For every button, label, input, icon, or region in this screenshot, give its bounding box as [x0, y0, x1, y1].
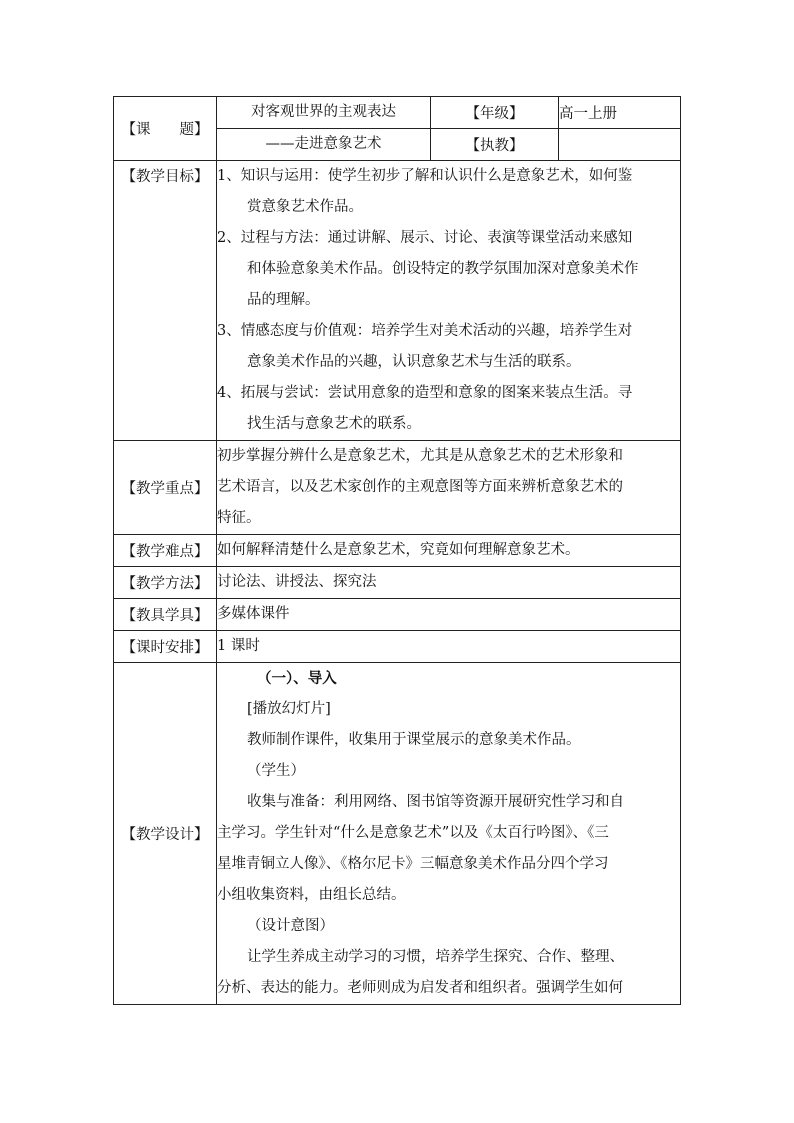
student-heading: （学生） [247, 763, 305, 779]
difficulty-label: 【教学难点】 [114, 535, 217, 567]
design-content [217, 663, 681, 1005]
design-label: 【教学设计】 [114, 663, 217, 1005]
lesson-plan-table [113, 96, 681, 1005]
goal-line: 1、知识与运用：使学生初步了解和认识什么是意象艺术，如何鉴 [217, 168, 633, 184]
section-heading: （一）、导入 [257, 670, 337, 687]
goals-content [217, 161, 681, 441]
collect-line: 小组收集资料，由组长总结。 [217, 887, 406, 903]
teacher-preparation: 教师制作课件，收集用于课堂展示的意象美术作品。 [247, 732, 581, 748]
key-points-row [114, 441, 681, 535]
key-point-line: 初步掌握分辨什么是意象艺术，尤其是从意象艺术的艺术形象和 [217, 448, 623, 464]
collect-line: 收集与准备：利用网络、图书馆等资源开展研究性学习和自 [247, 794, 624, 810]
goals-row [114, 161, 681, 441]
teacher-value [559, 129, 681, 161]
goal-line: 品的理解。 [247, 292, 320, 308]
key-point-line: 艺术语言，以及艺术家创作的主观意图等方面来辨析意象艺术的 [217, 479, 623, 495]
methods-label: 【教学方法】 [114, 567, 217, 599]
design-row [114, 663, 681, 1005]
goal-line: 赏意象艺术作品。 [247, 199, 363, 215]
schedule-label: 【课时安排】 [114, 631, 217, 663]
goals-label: 【教学目标】 [114, 161, 217, 441]
methods-text: 讨论法、讲授法、探究法 [217, 574, 377, 590]
difficulty-text: 如何解释清楚什么是意象艺术，究竟如何理解意象艺术。 [217, 542, 580, 558]
lesson-title: 对客观世界的主观表达 [251, 104, 396, 120]
intent-heading: （设计意图） [247, 918, 334, 934]
schedule-row [114, 631, 681, 663]
grade-value: 高一上册 [559, 97, 681, 129]
goal-line: 3、情感态度与价值观：培养学生对美术活动的兴趣，培养学生对 [217, 323, 633, 339]
teacher-label: 【执教】 [431, 129, 559, 161]
tools-row [114, 599, 681, 631]
lesson-subtitle: ——走进意象艺术 [265, 136, 382, 152]
goal-line: 2、过程与方法：通过讲解、展示、讨论、表演等课堂活动来感知 [217, 230, 633, 246]
intent-line: 分析、表达的能力。老师则成为启发者和组织者。强调学生如何 [217, 980, 623, 996]
goal-line: 4、拓展与尝试：尝试用意象的造型和意象的图案来装点生活。寻 [217, 385, 633, 401]
topic-label: 【课 题】 [114, 97, 217, 161]
goal-line: 和体验意象美术作品。创设特定的教学氛围加深对意象美术作 [247, 261, 639, 277]
tools-label: 【教具学具】 [114, 599, 217, 631]
key-points-content [217, 441, 681, 535]
slide-note: [播放幻灯片] [247, 701, 331, 717]
key-point-line: 特征。 [217, 510, 261, 526]
goal-line: 找生活与意象艺术的联系。 [247, 416, 421, 432]
intent-line: 让学生养成主动学习的习惯，培养学生探究、合作、整理、 [247, 949, 624, 965]
collect-line: 主学习。学生针对“什么是意象艺术”以及《太百行吟图》、《三 [217, 825, 609, 841]
key-points-label: 【教学重点】 [114, 441, 217, 535]
methods-row [114, 567, 681, 599]
schedule-text: 1 课时 [217, 638, 260, 654]
tools-text: 多媒体课件 [217, 606, 290, 622]
header-row-1 [114, 97, 681, 129]
goal-line: 意象美术作品的兴趣，认识意象艺术与生活的联系。 [247, 354, 581, 370]
grade-label: 【年级】 [431, 97, 559, 129]
difficulty-row [114, 535, 681, 567]
collect-line: 星堆青铜立人像》、《格尔尼卡》三幅意象美术作品分四个学习 [217, 856, 609, 872]
